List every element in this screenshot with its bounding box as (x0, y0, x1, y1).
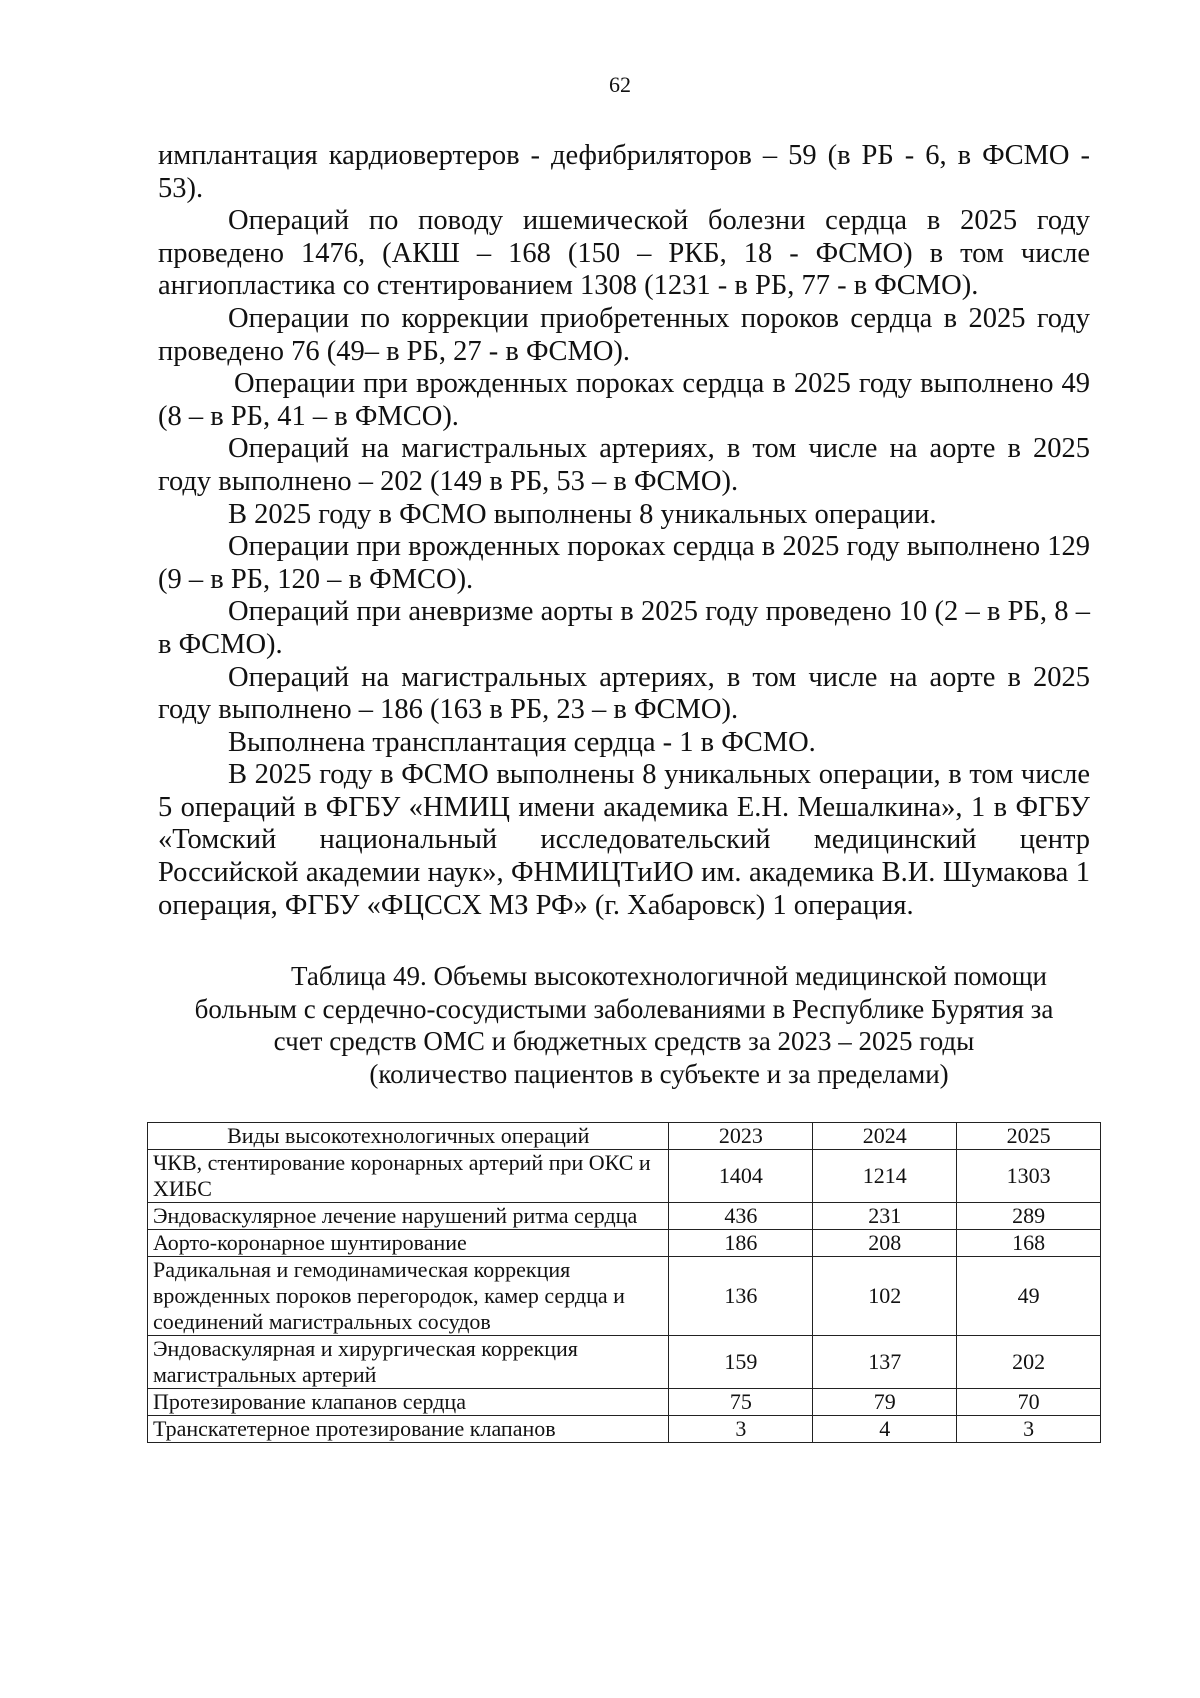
header-year-2023: 2023 (669, 1123, 813, 1150)
row-label: Эндоваскулярное лечение нарушений ритма сердца (148, 1203, 669, 1230)
value-2023: 436 (669, 1203, 813, 1230)
value-2024: 4 (813, 1416, 957, 1443)
paragraph-congenital-defects-49: Операции при врожденных пороках сердца в 2025 году выполнено 49 (8 – в РБ, 41 – в ФМСО). (158, 368, 1090, 432)
body-text (158, 140, 1090, 922)
value-2024: 231 (813, 1203, 957, 1230)
value-2024: 137 (813, 1336, 957, 1389)
value-2025: 49 (957, 1257, 1101, 1336)
page-number: 62 (609, 72, 631, 97)
table-caption-line: счет средств ОМС и бюджетных средств за 2023 – 2025 годы (273, 1026, 975, 1056)
paragraph-main-arteries-186: Операций на магистральных артериях, в том числе на аорте в 2025 году выполнено – 186 (163 в РБ, 23 – в ФСМО). (158, 661, 1090, 726)
row-label: Эндоваскулярная и хирургическая коррекция магистральных артерий (148, 1336, 669, 1389)
value-2025: 202 (957, 1336, 1101, 1389)
table-row (148, 1257, 1101, 1336)
value-2023: 1404 (669, 1150, 813, 1203)
value-2023: 136 (669, 1257, 813, 1336)
table-row (148, 1336, 1101, 1389)
value-2023: 3 (669, 1416, 813, 1443)
paragraph-ischemic-operations: Операций по поводу ишемической болезни сердца в 2025 году проведено 1476, (АКШ – 168 (150 – РКБ, 18 - ФСМО) в том числе ангиопластика со стентированием 1308 (1231 - в РБ, 77 - в ФСМО). (158, 205, 1090, 302)
value-2024: 1214 (813, 1150, 957, 1203)
header-year-2024: 2024 (813, 1123, 957, 1150)
value-2025: 168 (957, 1230, 1101, 1257)
value-2025: 70 (957, 1389, 1101, 1416)
value-2023: 75 (669, 1389, 813, 1416)
table-row (148, 1203, 1101, 1230)
row-label: Аорто-коронарное шунтирование (148, 1230, 669, 1257)
table-row (148, 1416, 1101, 1443)
paragraph-unique-operations-detail: В 2025 году в ФСМО выполнены 8 уникальных операции, в том числе 5 операций в ФГБУ «НМИЦ имени академика Е.Н. Мешалкина», 1 в ФГБУ «Томский национальный исследовательский медицинский центр Российской академии наук», ФНМИЦТиИО им. академика В.И. Шумакова 1 операция, ФГБУ «ФЦССХ МЗ РФ» (г. Хабаровск) 1 операция. (158, 759, 1090, 921)
value-2025: 3 (957, 1416, 1101, 1443)
paragraph-congenital-defects-129: Операции при врожденных пороках сердца в 2025 году выполнено 129 (9 – в РБ, 120 – в ФМСО). (158, 531, 1090, 595)
row-label: ЧКВ, стентирование коронарных артерий при ОКС и ХИБС (148, 1150, 669, 1203)
value-2025: 1303 (957, 1150, 1101, 1203)
paragraph-heart-transplant: Выполнена трансплантация сердца - 1 в ФСМО. (228, 726, 816, 758)
paragraph-unique-operations: В 2025 году в ФСМО выполнены 8 уникальных операции. (228, 498, 937, 530)
row-label: Радикальная и гемодинамическая коррекция врожденных пороков перегородок, камер сердца и соединений магистральных сосудов (148, 1257, 669, 1336)
value-2023: 186 (669, 1230, 813, 1257)
paragraph-acquired-defects: Операции по коррекции приобретенных пороков сердца в 2025 году проведено 76 (49– в РБ, 27 - в ФСМО). (158, 302, 1090, 367)
paragraph-aortic-aneurysm: Операций при аневризме аорты в 2025 году проведено 10 (2 – в РБ, 8 – в ФСМО). (158, 596, 1090, 660)
table-caption-line: Таблица 49. Объемы высокотехнологичной медицинской помощи (291, 961, 1047, 991)
header-year-2025: 2025 (957, 1123, 1101, 1150)
table-header-row (148, 1123, 1101, 1150)
row-label: Транскатетерное протезирование клапанов (148, 1416, 669, 1443)
header-operation-types: Виды высокотехнологичных операций (148, 1123, 669, 1150)
paragraph-main-arteries-202: Операций на магистральных артериях, в том числе на аорте в 2025 году выполнено – 202 (149 в РБ, 53 – в ФСМО). (158, 433, 1090, 497)
table-caption (158, 960, 1090, 1090)
row-label: Протезирование клапанов сердца (148, 1389, 669, 1416)
table-caption-line: (количество пациентов в субъекте и за пределами) (369, 1058, 949, 1089)
table-row (148, 1230, 1101, 1257)
table-row (148, 1150, 1101, 1203)
hightech-care-table (147, 1122, 1101, 1443)
value-2024: 102 (813, 1257, 957, 1336)
paragraph-icd-implantation: имплантация кардиовертеров - дефибриляторов – 59 (в РБ - 6, в ФСМО - 53). (158, 140, 1090, 204)
table-row (148, 1389, 1101, 1416)
value-2025: 289 (957, 1203, 1101, 1230)
value-2023: 159 (669, 1336, 813, 1389)
value-2024: 79 (813, 1389, 957, 1416)
table-caption-line: больным с сердечно-сосудистыми заболеваниями в Республике Бурятия за (194, 993, 1054, 1024)
value-2024: 208 (813, 1230, 957, 1257)
